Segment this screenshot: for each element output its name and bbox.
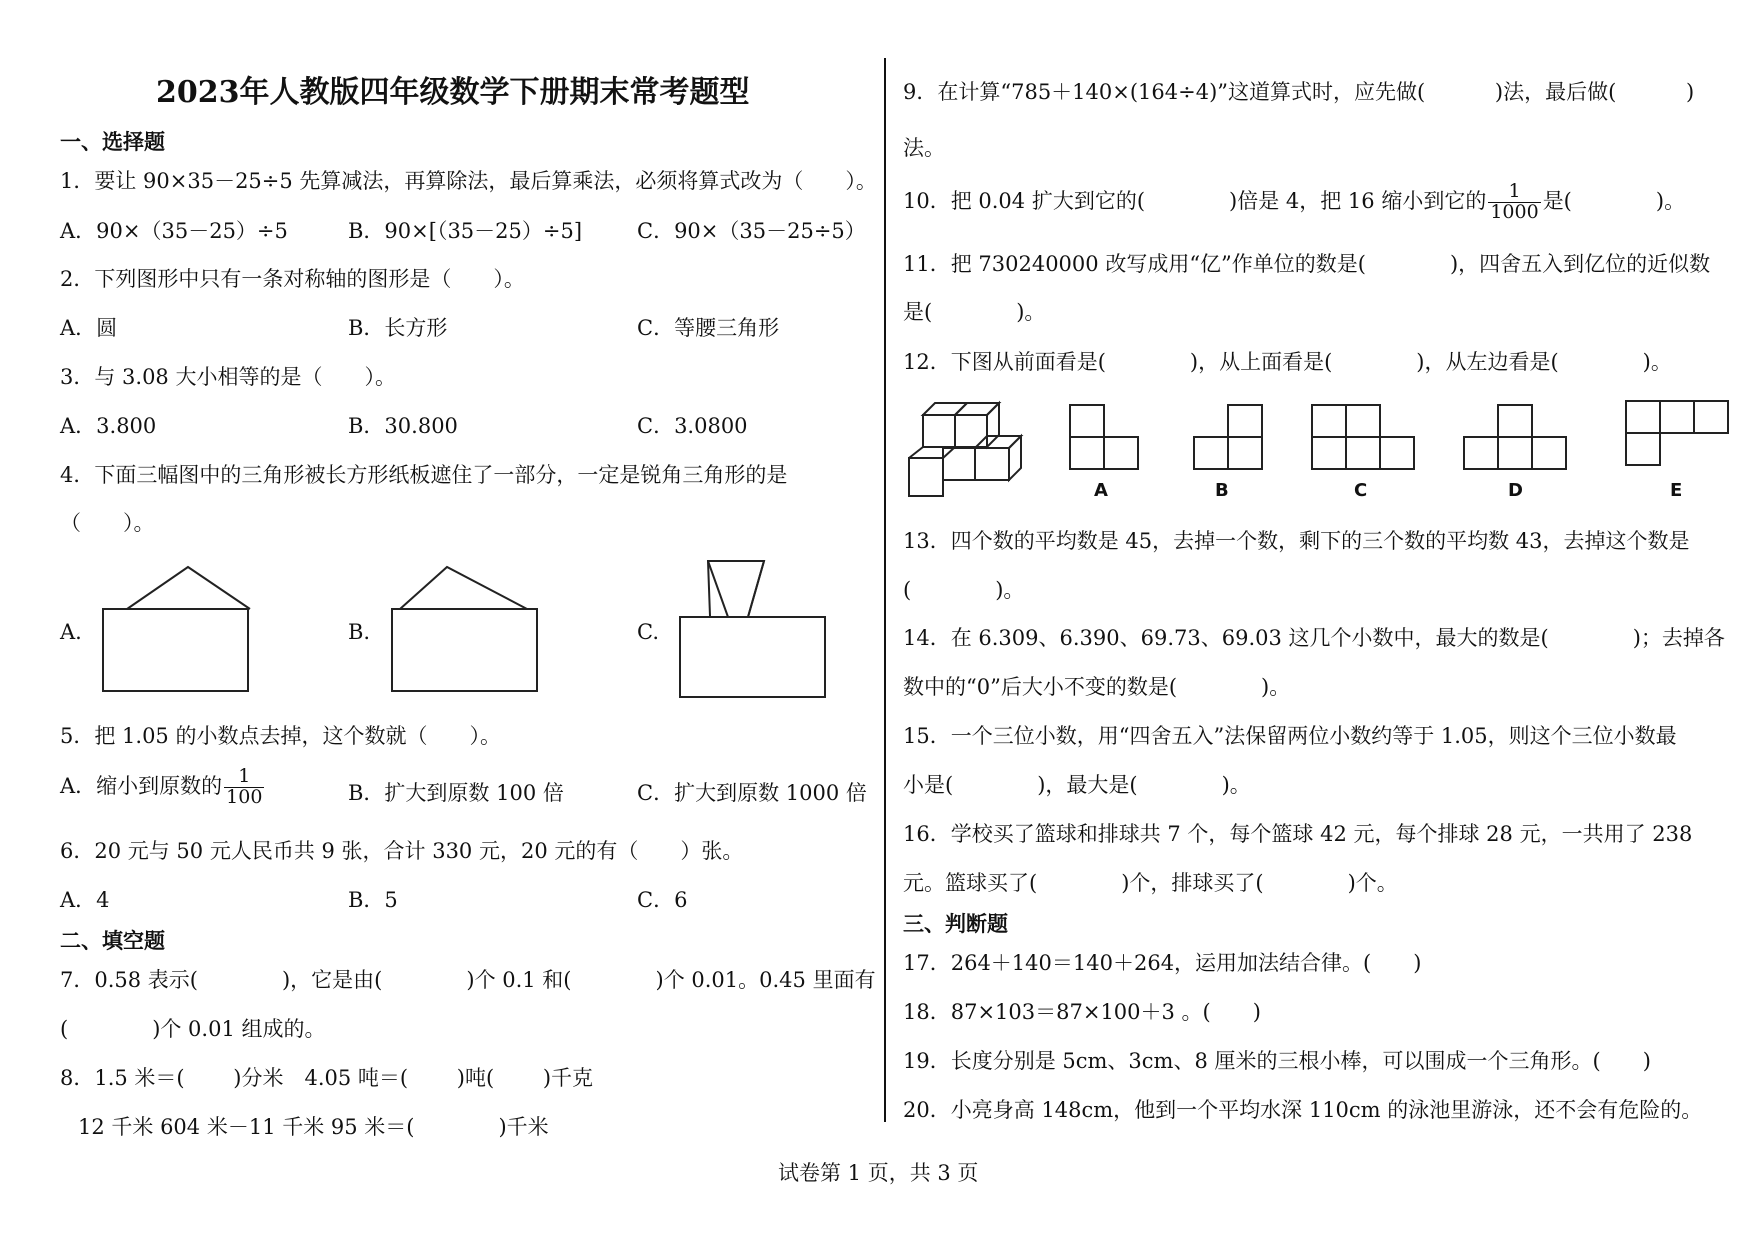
- q19: 19．长度分别是 5cm、3cm、8 厘米的三根小棒，可以围成一个三角形。( ): [903, 1049, 1651, 1073]
- q9-line2: 法。: [903, 136, 945, 160]
- q13-line1: 13．四个数的平均数是 45，去掉一个数，剩下的三个数的平均数 43，去掉这个数是: [903, 529, 1690, 553]
- q1-option-a[interactable]: A．90×（35－25）÷5: [60, 219, 288, 243]
- q1-option-c[interactable]: C．90×（35－25÷5）: [637, 219, 866, 243]
- q10-text-post: 是( )。: [1542, 188, 1686, 213]
- q3-option-a[interactable]: A．3.800: [60, 414, 157, 438]
- q17: 17．264＋140＝140＋264，运用加法结合律。( ): [903, 951, 1422, 975]
- q3-stem: 3．与 3.08 大小相等的是（ ）。: [60, 365, 396, 389]
- q6-option-a[interactable]: A．4: [60, 888, 110, 912]
- q2-stem: 2．下列图形中只有一条对称轴的图形是（ ）。: [60, 267, 525, 291]
- section-fill: 二、填空题: [60, 928, 165, 953]
- q5-fraction: [224, 767, 264, 808]
- q10-fraction: [1488, 182, 1540, 223]
- q5-stem: 5．把 1.05 的小数点去掉，这个数就（ ）。: [60, 724, 501, 748]
- q6-stem: 6．20 元与 50 元人民币共 9 张，合计 330 元，20 元的有（ ）张。: [60, 839, 744, 863]
- q9-line1: 9．在计算“785＋140×(164÷4)”这道算式时，应先做( )法，最后做( ): [903, 80, 1695, 104]
- q16-line1: 16．学校买了篮球和排球共 7 个，每个篮球 42 元，每个排球 28 元，一共用了 238: [903, 822, 1693, 846]
- q11-line2: 是( )。: [903, 300, 1046, 324]
- section-choice: 一、选择题: [60, 129, 165, 154]
- q16-line2: 元。篮球买了( )个，排球买了( )个。: [903, 871, 1398, 895]
- q4-option-a[interactable]: A.: [60, 620, 82, 644]
- q6-option-c[interactable]: C．6: [637, 888, 688, 912]
- q10-fraction-num: 1: [1488, 182, 1540, 203]
- q12-cube-figure: [905, 400, 1045, 500]
- q12-stem: 12．下图从前面看是( )，从上面看是( )，从左边看是( )。: [903, 350, 1672, 374]
- q4-option-b[interactable]: B.: [348, 620, 371, 644]
- q11-line1: 11．把 730240000 改写成用“亿”作单位的数是( )，四舍五入到亿位的近似数: [903, 252, 1711, 276]
- q12-label-e[interactable]: E: [1670, 480, 1683, 501]
- q2-option-c[interactable]: C．等腰三角形: [637, 316, 780, 340]
- q4-figure-a: [95, 560, 255, 695]
- page-title: 2023年人教版四年级数学下册期末常考题型: [156, 75, 750, 110]
- q5-fraction-den: 100: [226, 785, 263, 808]
- q10-fraction-den: 1000: [1490, 200, 1539, 223]
- q5-option-b[interactable]: B．扩大到原数 100 倍: [348, 781, 564, 805]
- q1-stem: 1．要让 90×35－25÷5 先算减法，再算除法，最后算乘法，必须将算式改为（ ）。: [60, 169, 877, 193]
- q8-line2: 12 千米 604 米－11 千米 95 米＝( )千米: [78, 1115, 549, 1139]
- q14-line1: 14．在 6.309、6.390、69.73、69.03 这几个小数中，最大的数是( )；去掉各: [903, 626, 1725, 650]
- q8-line1: 8．1.5 米＝( )分米 4.05 吨＝( )吨( )千克: [60, 1066, 594, 1090]
- q10-text-pre: 10．把 0.04 扩大到它的( )倍是 4，把 16 缩小到它的: [903, 188, 1487, 213]
- section-judge: 三、判断题: [903, 911, 1008, 936]
- q5-option-a[interactable]: [60, 767, 266, 808]
- q10-line: [903, 182, 1685, 223]
- q4-figure-b: [384, 560, 544, 695]
- q6-option-b[interactable]: B．5: [348, 888, 398, 912]
- page-footer: 试卷第 1 页，共 3 页: [778, 1161, 979, 1185]
- q20: 20．小亮身高 148cm，他到一个平均水深 110cm 的泳池里游泳，还不会有危险的。: [903, 1098, 1703, 1122]
- q2-option-a[interactable]: A．圆: [60, 316, 118, 340]
- q14-line2: 数中的“0”后大小不变的数是( )。: [903, 675, 1291, 699]
- column-divider: [884, 58, 886, 1122]
- q7-line2: ( )个 0.01 组成的。: [60, 1017, 326, 1041]
- q7-line1: 7．0.58 表示( )，它是由( )个 0.1 和( )个 0.01。0.45 里面有: [60, 968, 876, 992]
- q4-stem: 4．下面三幅图中的三角形被长方形纸板遮住了一部分，一定是锐角三角形的是: [60, 463, 788, 487]
- q5-option-a-text: A．缩小到原数的: [60, 773, 223, 798]
- q12-label-b[interactable]: B: [1215, 480, 1229, 501]
- q5-option-c[interactable]: C．扩大到原数 1000 倍: [637, 781, 867, 805]
- q15-line2: 小是( )，最大是( )。: [903, 773, 1251, 797]
- q3-option-c[interactable]: C．3.0800: [637, 414, 748, 438]
- q4-figure-c: [672, 560, 832, 700]
- q4-stem-blank: （ ）。: [60, 511, 155, 535]
- q5-fraction-num: 1: [224, 767, 264, 788]
- q18: 18．87×103＝87×100＋3 。( ): [903, 1000, 1261, 1024]
- q1-option-b[interactable]: B．90×[（35－25）÷5]: [348, 219, 583, 243]
- q3-option-b[interactable]: B．30.800: [348, 414, 458, 438]
- q12-label-c[interactable]: C: [1354, 480, 1368, 501]
- q15-line1: 15．一个三位小数，用“四舍五入”法保留两位小数约等于 1.05，则这个三位小数最: [903, 724, 1677, 748]
- q13-line2: ( )。: [903, 578, 1025, 602]
- q12-label-a[interactable]: A: [1094, 480, 1108, 501]
- q12-label-d[interactable]: D: [1508, 480, 1523, 501]
- q4-option-c[interactable]: C.: [637, 620, 659, 644]
- q2-option-b[interactable]: B．长方形: [348, 316, 448, 340]
